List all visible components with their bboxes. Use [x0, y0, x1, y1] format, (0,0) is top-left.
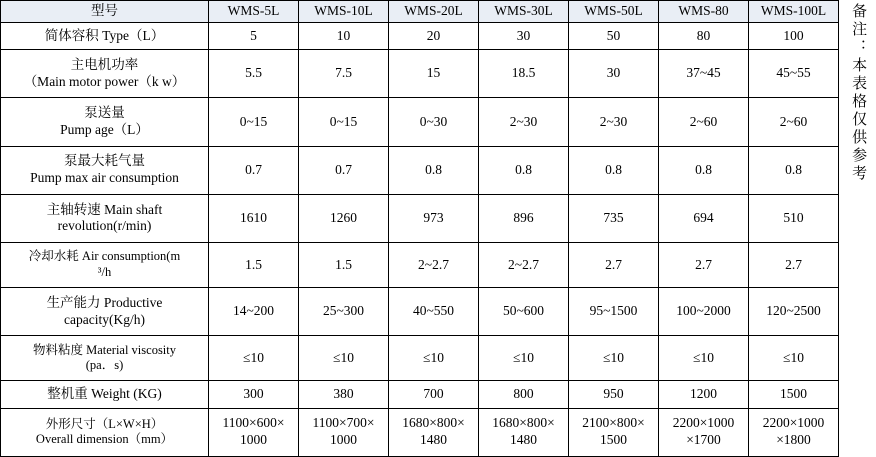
cell-value-line: 1000 [240, 432, 267, 448]
cell-value: 1200 [659, 381, 749, 408]
table-row [1, 408, 839, 456]
cell-value: ≤10 [749, 336, 839, 381]
table-row [1, 50, 839, 98]
cell-value-line: 2200×1000 [672, 415, 735, 431]
row-label-line: 简体容积 Type（L） [44, 27, 165, 43]
table-row [1, 98, 839, 146]
cell-value: 2~2.7 [389, 243, 479, 288]
cell-value-line: 1000 [330, 432, 357, 448]
cell-value: 1.5 [299, 243, 389, 288]
row-label [1, 243, 209, 288]
cell-value: 80 [659, 22, 749, 49]
header-model-label: 型号 [1, 1, 209, 23]
cell-value: 0~30 [389, 98, 479, 146]
cell-value: 1260 [299, 194, 389, 242]
row-label [1, 194, 209, 242]
row-label-line: Pump max air consumption [30, 170, 179, 186]
cell-value: 1500 [749, 381, 839, 408]
cell-value: 800 [479, 381, 569, 408]
cell-value: 25~300 [299, 288, 389, 336]
remark-sidebar [839, 0, 876, 457]
cell-value: 100~2000 [659, 288, 749, 336]
cell-value: 14~200 [209, 288, 299, 336]
cell-value: 2~60 [659, 98, 749, 146]
row-label-line: ³/h [97, 265, 112, 280]
cell-value: 973 [389, 194, 479, 242]
row-label-line: 整机重 Weight (KG) [47, 386, 162, 402]
row-label-line: 主电机功率 [70, 56, 139, 72]
table-header-row [1, 1, 839, 23]
cell-value: 37~45 [659, 50, 749, 98]
header-model-3: WMS-30L [479, 1, 569, 23]
cell-value [389, 408, 479, 456]
cell-value: 1610 [209, 194, 299, 242]
header-model-0: WMS-5L [209, 1, 299, 23]
cell-value: 950 [569, 381, 659, 408]
row-label-line: Overall dimension（mm） [35, 432, 174, 447]
remark-text: 备注：本表格仅供参考 [850, 3, 867, 183]
row-label-line: 物料粘度 Material viscosity [32, 342, 177, 357]
row-label-line: Pump age（L） [60, 121, 149, 137]
row-label [1, 50, 209, 98]
table-row [1, 381, 839, 408]
cell-value: 95~1500 [569, 288, 659, 336]
header-model-2: WMS-20L [389, 1, 479, 23]
cell-value-line: 1500 [600, 432, 627, 448]
cell-value: 0.8 [389, 146, 479, 194]
cell-value: 2.7 [749, 243, 839, 288]
cell-value: 700 [389, 381, 479, 408]
cell-value: 694 [659, 194, 749, 242]
table-row [1, 194, 839, 242]
cell-value: 15 [389, 50, 479, 98]
cell-value: 20 [389, 22, 479, 49]
cell-value: ≤10 [299, 336, 389, 381]
cell-value [299, 408, 389, 456]
cell-value: ≤10 [209, 336, 299, 381]
cell-value: 100 [749, 22, 839, 49]
header-model-1: WMS-10L [299, 1, 389, 23]
row-label-line: 主轴转速 Main shaft [46, 201, 163, 217]
row-label [1, 22, 209, 49]
row-label-line: revolution(r/min) [57, 218, 152, 234]
cell-value: ≤10 [389, 336, 479, 381]
cell-value-line: 1100×600× [222, 415, 285, 431]
cell-value: 2.7 [659, 243, 749, 288]
cell-value: 2.7 [569, 243, 659, 288]
cell-value: 5 [209, 22, 299, 49]
cell-value: 2~30 [479, 98, 569, 146]
cell-value [479, 408, 569, 456]
cell-value: ≤10 [659, 336, 749, 381]
cell-value: 2~2.7 [479, 243, 569, 288]
header-model-6: WMS-100L [749, 1, 839, 23]
cell-value: 45~55 [749, 50, 839, 98]
cell-value: ≤10 [569, 336, 659, 381]
cell-value [209, 408, 299, 456]
cell-value-line: 1680×800× [402, 415, 465, 431]
cell-value: 50~600 [479, 288, 569, 336]
cell-value: 0.8 [659, 146, 749, 194]
table-row [1, 22, 839, 49]
row-label-line: 外形尺寸（L×W×H） [45, 416, 164, 431]
cell-value: 896 [479, 194, 569, 242]
cell-value: ≤10 [479, 336, 569, 381]
table-row [1, 336, 839, 381]
cell-value: 10 [299, 22, 389, 49]
cell-value-line: 1480 [420, 432, 447, 448]
row-label [1, 336, 209, 381]
cell-value-line: ×1800 [776, 432, 811, 448]
row-label [1, 288, 209, 336]
cell-value: 120~2500 [749, 288, 839, 336]
cell-value: 0.7 [209, 146, 299, 194]
cell-value: 40~550 [389, 288, 479, 336]
cell-value: 380 [299, 381, 389, 408]
cell-value: 2~30 [569, 98, 659, 146]
row-label-line: (pa．s) [85, 358, 124, 373]
header-model-4: WMS-50L [569, 1, 659, 23]
row-label [1, 408, 209, 456]
row-label-line: 生产能力 Productive [46, 294, 163, 310]
cell-value: 18.5 [479, 50, 569, 98]
row-label [1, 146, 209, 194]
row-label-line: 冷却水耗 Air consumption(m [28, 249, 181, 264]
row-label-line: 泵送量 [84, 105, 125, 121]
cell-value: 0.8 [749, 146, 839, 194]
cell-value: 30 [479, 22, 569, 49]
cell-value-line: 2100×800× [582, 415, 645, 431]
cell-value: 735 [569, 194, 659, 242]
cell-value [749, 408, 839, 456]
cell-value-line: 1480 [510, 432, 537, 448]
cell-value: 2~60 [749, 98, 839, 146]
cell-value: 0.7 [299, 146, 389, 194]
table-row [1, 243, 839, 288]
cell-value-line: 1100×700× [312, 415, 375, 431]
cell-value-line: 2200×1000 [762, 415, 825, 431]
cell-value: 1.5 [209, 243, 299, 288]
cell-value: 7.5 [299, 50, 389, 98]
cell-value: 30 [569, 50, 659, 98]
row-label [1, 381, 209, 408]
cell-value: 0.8 [479, 146, 569, 194]
cell-value: 5.5 [209, 50, 299, 98]
cell-value: 300 [209, 381, 299, 408]
row-label-line: （Main motor power（k w） [23, 73, 186, 89]
header-model-5: WMS-80 [659, 1, 749, 23]
table-row [1, 146, 839, 194]
cell-value [659, 408, 749, 456]
cell-value-line: 1680×800× [492, 415, 555, 431]
cell-value [569, 408, 659, 456]
cell-value: 510 [749, 194, 839, 242]
cell-value: 50 [569, 22, 659, 49]
cell-value: 0.8 [569, 146, 659, 194]
table-row [1, 288, 839, 336]
cell-value-line: ×1700 [686, 432, 721, 448]
cell-value: 0~15 [209, 98, 299, 146]
cell-value: 0~15 [299, 98, 389, 146]
row-label [1, 98, 209, 146]
row-label-line: capacity(Kg/h) [64, 311, 145, 327]
row-label-line: 泵最大耗气量 [64, 153, 145, 169]
